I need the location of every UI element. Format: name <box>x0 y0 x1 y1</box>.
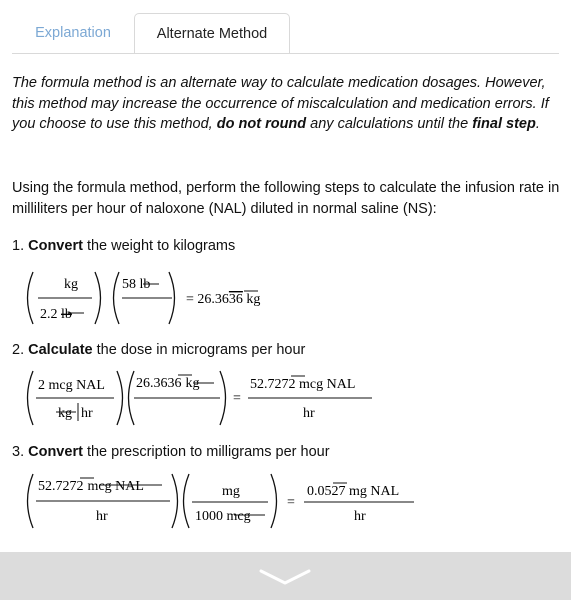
tab-explanation[interactable]: Explanation <box>35 25 111 41</box>
eq3-equals: = <box>287 495 295 510</box>
eq3-result-denominator: hr <box>354 509 366 524</box>
intro-text: The formula method is an alternate way to calculate medication dosages. However, this method may increase the occurrence of miscalculation and medication errors. If you choose to use this method, <box>12 75 549 132</box>
eq2-f1-denominator: kg <box>58 406 72 421</box>
eq2-f2-numerator: 26.3636 kg <box>136 376 200 391</box>
eq3-f1-numerator: 52.7272 mcg NAL <box>38 479 144 494</box>
eq1-f1-denominator: 2.2 lb <box>40 307 72 322</box>
eq2-f1-den-hr: hr <box>81 406 93 421</box>
step-3-heading: 3. Convert the prescription to milligrams per hour <box>12 444 330 460</box>
equation-2 <box>22 367 422 429</box>
eq3-result-numerator: 0.0527 mg NAL <box>307 484 400 499</box>
eq2-equals: = <box>233 391 241 406</box>
equation-1 <box>22 268 322 328</box>
instructions-paragraph: Using the formula method, perform the following steps to calculate the infusion rate in milliliters per hour of naloxone (NAL) diluted in normal saline (NS): <box>12 180 560 217</box>
tab-bar <box>0 0 571 54</box>
eq2-f1-numerator: 2 mcg NAL <box>38 378 105 393</box>
eq1-f2-numerator: 58 lb <box>122 277 151 292</box>
tab-divider <box>12 53 559 54</box>
eq2-result-denominator: hr <box>303 406 315 421</box>
intro-bold-final-step: final step <box>472 116 536 132</box>
intro-bold-do-not-round: do not round <box>216 116 307 132</box>
step-2-heading: 2. Calculate the dose in micrograms per hour <box>12 342 306 358</box>
equation-3 <box>22 470 442 532</box>
content-area <box>12 73 552 135</box>
intro-text-end: . <box>535 116 540 132</box>
chevron-down-icon[interactable] <box>259 568 311 586</box>
intro-text-mid: any calculations until the <box>306 116 473 132</box>
eq1-f1-numerator: kg <box>64 277 78 292</box>
eq3-f1-denominator: hr <box>96 509 108 524</box>
intro-paragraph <box>12 73 552 135</box>
eq3-f2-numerator: mg <box>222 484 240 499</box>
step-1-heading: 1. Convert the weight to kilograms <box>12 238 236 254</box>
tab-alternate-method[interactable]: Alternate Method <box>134 13 290 54</box>
footer-bar <box>0 552 571 600</box>
eq2-result-numerator: 52.7272 mcg NAL <box>250 377 356 392</box>
eq1-result: = 26.3636 kg <box>186 292 261 307</box>
eq3-f2-denominator: 1000 mcg <box>195 509 251 524</box>
